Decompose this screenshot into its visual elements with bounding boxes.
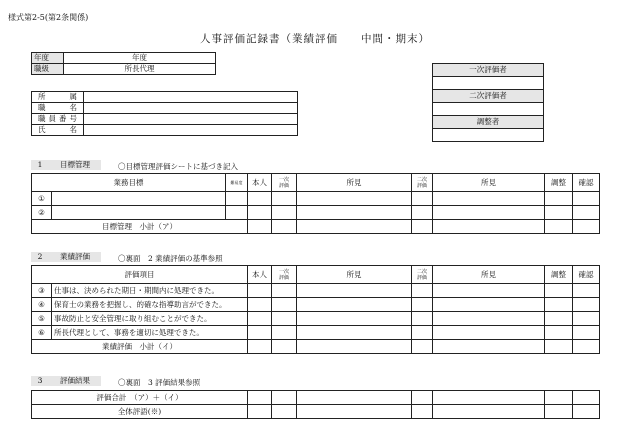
total-self-field[interactable] xyxy=(248,391,272,405)
total-label: 評価合計 （ア）＋（イ） xyxy=(32,391,248,405)
first-eval-field[interactable] xyxy=(272,206,297,220)
confirm-field[interactable] xyxy=(573,192,600,206)
overall-second-field[interactable] xyxy=(412,405,433,419)
section1-note: 〇目標管理評価シートに基づき記入 xyxy=(118,162,238,171)
subtotal-opinion1-field[interactable] xyxy=(297,220,412,234)
col-adjust: 調整 xyxy=(545,266,573,284)
confirm-field[interactable] xyxy=(573,326,600,340)
first-eval-field[interactable] xyxy=(272,312,297,326)
opinion2-field[interactable] xyxy=(433,192,545,206)
first-eval-field[interactable] xyxy=(272,192,297,206)
self-field[interactable] xyxy=(248,284,272,298)
self-field[interactable] xyxy=(248,312,272,326)
opinion2-field[interactable] xyxy=(433,298,545,312)
subtotal-opinion2-field[interactable] xyxy=(433,340,545,354)
section3-number: 3 xyxy=(31,376,49,386)
difficulty-field[interactable] xyxy=(226,192,248,206)
overall-first-field[interactable] xyxy=(272,405,297,419)
staff-number-field[interactable] xyxy=(84,114,298,125)
job-title-field[interactable] xyxy=(84,103,298,114)
affiliation-label: 所 属 xyxy=(32,92,84,103)
opinion1-field[interactable] xyxy=(297,298,412,312)
year-field[interactable]: 年度 xyxy=(64,53,216,64)
table-row xyxy=(32,326,600,340)
opinion1-field[interactable] xyxy=(297,192,412,206)
section1-number: 1 xyxy=(31,160,49,170)
table-row xyxy=(32,284,600,298)
evaluators-table xyxy=(432,63,544,142)
table-row xyxy=(32,192,600,206)
subtotal-opinion1-field[interactable] xyxy=(297,340,412,354)
subtotal-opinion2-field[interactable] xyxy=(433,220,545,234)
opinion1-field[interactable] xyxy=(297,326,412,340)
section2-header xyxy=(31,252,101,262)
opinion1-field[interactable] xyxy=(297,312,412,326)
confirm-field[interactable] xyxy=(573,284,600,298)
first-eval-field[interactable] xyxy=(272,284,297,298)
row-number: ① xyxy=(32,192,52,206)
subtotal-first-field[interactable] xyxy=(272,220,297,234)
col-second-eval: 二次 評価 xyxy=(412,174,433,192)
col-target: 業務目標 xyxy=(32,174,226,192)
second-eval-field[interactable] xyxy=(412,206,433,220)
row-number: ② xyxy=(32,206,52,220)
section2-subtotal-label: 業績評価 小計（イ） xyxy=(32,340,248,354)
adjust-field[interactable] xyxy=(545,298,573,312)
subtotal-adjust-field[interactable] xyxy=(545,340,573,354)
adjust-field[interactable] xyxy=(545,284,573,298)
col-first-eval: 一次 評価 xyxy=(272,266,297,284)
name-label: 氏 名 xyxy=(32,125,84,136)
opinion2-field[interactable] xyxy=(433,206,545,220)
col-first-eval: 一次 評価 xyxy=(272,174,297,192)
second-eval-field[interactable] xyxy=(412,298,433,312)
year-label: 年度 xyxy=(32,53,64,64)
total-first-field[interactable] xyxy=(272,391,297,405)
table-row xyxy=(32,206,600,220)
subtotal-confirm-field[interactable] xyxy=(573,340,600,354)
col-self: 本人 xyxy=(248,266,272,284)
job-title-label: 職 名 xyxy=(32,103,84,114)
section1-subtotal-label: 目標管理 小計（ア） xyxy=(32,220,248,234)
opinion2-field[interactable] xyxy=(433,312,545,326)
opinion1-field[interactable] xyxy=(297,206,412,220)
col-opinion1: 所見 xyxy=(297,266,412,284)
self-field[interactable] xyxy=(248,206,272,220)
second-eval-field[interactable] xyxy=(412,312,433,326)
total-confirm-field[interactable] xyxy=(573,391,600,405)
confirm-field[interactable] xyxy=(573,312,600,326)
position-label: 職級 xyxy=(32,64,64,75)
total-second-field[interactable] xyxy=(412,391,433,405)
position-field[interactable]: 所長代理 xyxy=(64,64,216,75)
target-field[interactable] xyxy=(52,206,226,220)
opinion1-field[interactable] xyxy=(297,284,412,298)
overall-adjust-field[interactable] xyxy=(545,405,573,419)
col-second-eval: 二次 評価 xyxy=(412,266,433,284)
difficulty-field[interactable] xyxy=(226,206,248,220)
confirm-field[interactable] xyxy=(573,298,600,312)
subtotal-self-field[interactable] xyxy=(248,220,272,234)
item-number: ⑥ xyxy=(32,326,52,340)
adjust-field[interactable] xyxy=(545,312,573,326)
col-item: 評価項目 xyxy=(32,266,248,284)
first-eval-field[interactable] xyxy=(272,326,297,340)
col-opinion2: 所見 xyxy=(433,266,545,284)
staff-number-label: 職 員 番 号 xyxy=(32,114,84,125)
adjust-field[interactable] xyxy=(545,192,573,206)
section1-table xyxy=(31,173,600,234)
subtotal-adjust-field[interactable] xyxy=(545,220,573,234)
first-evaluator-field[interactable] xyxy=(433,77,544,90)
section3-label: 評価結果 xyxy=(49,376,101,386)
section2-label: 業績評価 xyxy=(49,252,101,262)
second-eval-field[interactable] xyxy=(412,326,433,340)
item-text: 保育士の業務を把握し、的確な指導助言ができた。 xyxy=(52,298,248,312)
section1-header xyxy=(31,160,101,170)
col-opinion2: 所見 xyxy=(433,174,545,192)
item-number: ③ xyxy=(32,284,52,298)
adjust-field[interactable] xyxy=(545,326,573,340)
section2-table xyxy=(31,265,600,354)
total-opinion1-field[interactable] xyxy=(297,391,412,405)
adjuster-label: 調整者 xyxy=(433,116,544,129)
col-opinion1: 所見 xyxy=(297,174,412,192)
opinion2-field[interactable] xyxy=(433,326,545,340)
item-number: ⑤ xyxy=(32,312,52,326)
col-difficulty: 難易度 xyxy=(226,174,248,192)
personal-table xyxy=(31,91,298,136)
confirm-field[interactable] xyxy=(573,206,600,220)
subtotal-first-field[interactable] xyxy=(272,340,297,354)
section3-header xyxy=(31,376,101,386)
subtotal-self-field[interactable] xyxy=(248,340,272,354)
second-eval-field[interactable] xyxy=(412,284,433,298)
table-row xyxy=(32,298,600,312)
first-eval-field[interactable] xyxy=(272,298,297,312)
self-field[interactable] xyxy=(248,192,272,206)
overall-opinion2-field[interactable] xyxy=(433,405,545,419)
form-reference: 様式第2-5(第2条関係) xyxy=(8,13,89,22)
name-field[interactable] xyxy=(84,125,298,136)
col-confirm: 確認 xyxy=(573,174,600,192)
second-evaluator-label: 二次評価者 xyxy=(433,90,544,103)
overall-grade-label: 全体評語(※) xyxy=(32,405,248,419)
overall-opinion1-field[interactable] xyxy=(297,405,412,419)
section3-note: 〇裏面 3 評価結果参照 xyxy=(118,378,201,387)
adjuster-field[interactable] xyxy=(433,129,544,142)
overall-self-field[interactable] xyxy=(248,405,272,419)
section2-number: 2 xyxy=(31,252,49,262)
section3-table xyxy=(31,390,600,419)
subtotal-confirm-field[interactable] xyxy=(573,220,600,234)
subtotal-second-field[interactable] xyxy=(412,220,433,234)
second-eval-field[interactable] xyxy=(412,192,433,206)
page-title: 人事評価記録書（業績評価 中間・期末） xyxy=(200,33,430,45)
total-opinion2-field[interactable] xyxy=(433,391,545,405)
self-field[interactable] xyxy=(248,298,272,312)
opinion2-field[interactable] xyxy=(433,284,545,298)
first-evaluator-label: 一次評価者 xyxy=(433,64,544,77)
col-self: 本人 xyxy=(248,174,272,192)
overall-confirm-field[interactable] xyxy=(573,405,600,419)
item-text: 仕事は、決められた期日・期間内に処理できた。 xyxy=(52,284,248,298)
item-number: ④ xyxy=(32,298,52,312)
adjust-field[interactable] xyxy=(545,206,573,220)
self-field[interactable] xyxy=(248,326,272,340)
subtotal-second-field[interactable] xyxy=(412,340,433,354)
section1-label: 目標管理 xyxy=(49,160,101,170)
table-row xyxy=(32,312,600,326)
info-table xyxy=(31,52,216,75)
col-confirm: 確認 xyxy=(573,266,600,284)
second-evaluator-field[interactable] xyxy=(433,103,544,116)
item-text: 所長代理として、事務を適切に処理できた。 xyxy=(52,326,248,340)
total-adjust-field[interactable] xyxy=(545,391,573,405)
section2-note: 〇裏面 2 業績評価の基準参照 xyxy=(118,254,223,263)
item-text: 事故防止と安全管理に取り組むことができた。 xyxy=(52,312,248,326)
col-adjust: 調整 xyxy=(545,174,573,192)
target-field[interactable] xyxy=(52,192,226,206)
affiliation-field[interactable] xyxy=(84,92,298,103)
